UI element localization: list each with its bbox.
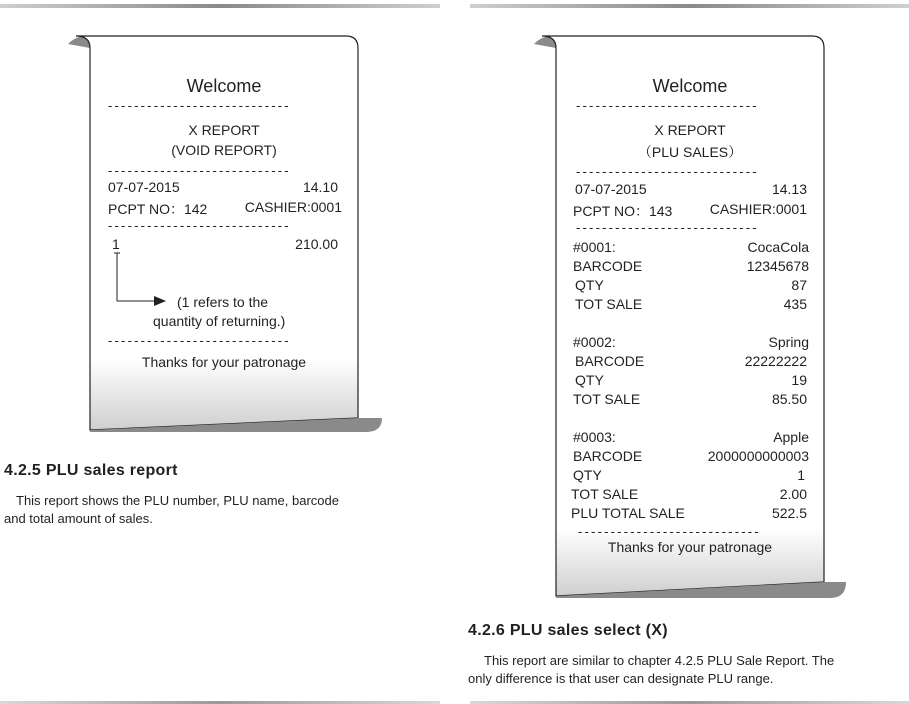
sale-value: 435 — [783, 296, 807, 312]
section-425-text-2: and total amount of sales. — [4, 511, 153, 526]
qty-value: 87 — [791, 277, 807, 293]
right-report-subtitle: （PLU SALES） — [637, 144, 743, 160]
plu-name: CocaCola — [747, 239, 809, 255]
plu-name: Spring — [768, 334, 809, 350]
barcode-label: BARCODE — [573, 448, 643, 464]
plu-sale-row — [575, 296, 807, 312]
top-rule-left — [0, 4, 440, 8]
plu-total-row — [571, 505, 807, 521]
left-time: 14.10 — [302, 179, 338, 195]
right-date-row — [575, 181, 807, 197]
left-item-qty: 1 — [112, 236, 120, 252]
left-cashier: CASHIER:0001 — [244, 199, 342, 215]
barcode-value: 22222222 — [744, 353, 807, 369]
plu-sale-row — [571, 486, 807, 502]
plu-total-label: PLU TOTAL SALE — [571, 505, 685, 521]
arrow-icon — [110, 250, 170, 308]
left-separator-2: ---------------------------- — [108, 163, 291, 178]
left-receipt-row — [108, 199, 342, 219]
right-welcome: Welcome — [652, 76, 728, 96]
qty-label: QTY — [575, 372, 604, 388]
sale-value: 2.00 — [779, 486, 807, 502]
right-date: 07-07-2015 — [575, 181, 647, 197]
right-separator-2: ---------------------------- — [576, 164, 759, 179]
left-report-subtitle: (VOID REPORT) — [171, 142, 277, 158]
plu-qty-row — [573, 467, 805, 483]
right-separator-4: ---------------------------- — [578, 524, 761, 539]
section-426-heading: 4.2.6 PLU sales select (X) — [468, 622, 668, 639]
section-425-text-1: This report shows the PLU number, PLU name, barcode — [16, 493, 339, 508]
left-separator-4: ---------------------------- — [108, 333, 291, 348]
barcode-value: 12345678 — [746, 258, 809, 274]
top-rule-right — [470, 4, 909, 8]
left-welcome: Welcome — [186, 76, 262, 96]
left-receipt-no: PCPT NO：142 — [108, 201, 208, 217]
plu-number: #0003: — [573, 429, 616, 445]
left-note-2: quantity of returning.) — [153, 313, 286, 329]
sale-label: TOT SALE — [573, 391, 641, 407]
plu-qty-row — [575, 372, 807, 388]
left-report-title: X REPORT — [188, 122, 260, 138]
qty-label: QTY — [575, 277, 604, 293]
barcode-value: 2000000000003 — [707, 448, 809, 464]
plu-name: Apple — [773, 429, 809, 445]
section-425-heading: 4.2.5 PLU sales report — [4, 462, 178, 479]
right-cashier: CASHIER:0001 — [709, 201, 807, 217]
plu-item-name-row — [573, 239, 809, 255]
left-item-amount: 210.00 — [295, 236, 338, 252]
right-receipt-row — [573, 201, 807, 221]
right-separator-3: ---------------------------- — [576, 220, 759, 235]
plu-number: #0001: — [573, 239, 616, 255]
plu-qty-row — [575, 277, 807, 293]
left-date-row — [108, 179, 338, 195]
sale-label: TOT SALE — [571, 486, 639, 502]
plu-barcode-row — [573, 258, 809, 274]
right-time: 14.13 — [771, 181, 807, 197]
left-note-1: (1 refers to the — [177, 294, 269, 310]
left-separator-1: ---------------------------- — [108, 98, 291, 113]
sale-value: 85.50 — [771, 391, 807, 407]
qty-value: 19 — [791, 372, 807, 388]
plu-item-name-row — [573, 334, 809, 350]
right-receipt-no: PCPT NO：143 — [573, 203, 673, 219]
right-thanks: Thanks for your patronage — [607, 539, 773, 555]
right-report-title: X REPORT — [654, 122, 726, 138]
barcode-label: BARCODE — [575, 353, 645, 369]
barcode-label: BARCODE — [573, 258, 643, 274]
section-426-text-1: This report are similar to chapter 4.2.5 PLU Sale Report. The — [484, 653, 835, 668]
plu-total-value: 522.5 — [771, 505, 807, 521]
left-date: 07-07-2015 — [108, 179, 180, 195]
section-426-text-2: only difference is that user can designate PLU range. — [468, 671, 774, 686]
qty-value: 1 — [797, 467, 805, 483]
left-separator-3: ---------------------------- — [108, 218, 291, 233]
left-thanks: Thanks for your patronage — [141, 354, 307, 370]
right-separator-1: ---------------------------- — [576, 98, 759, 113]
plu-barcode-row — [573, 448, 809, 464]
plu-number: #0002: — [573, 334, 616, 350]
plu-barcode-row — [575, 353, 807, 369]
sale-label: TOT SALE — [575, 296, 643, 312]
plu-sale-row — [573, 391, 807, 407]
qty-label: QTY — [573, 467, 602, 483]
plu-item-name-row — [573, 429, 809, 445]
